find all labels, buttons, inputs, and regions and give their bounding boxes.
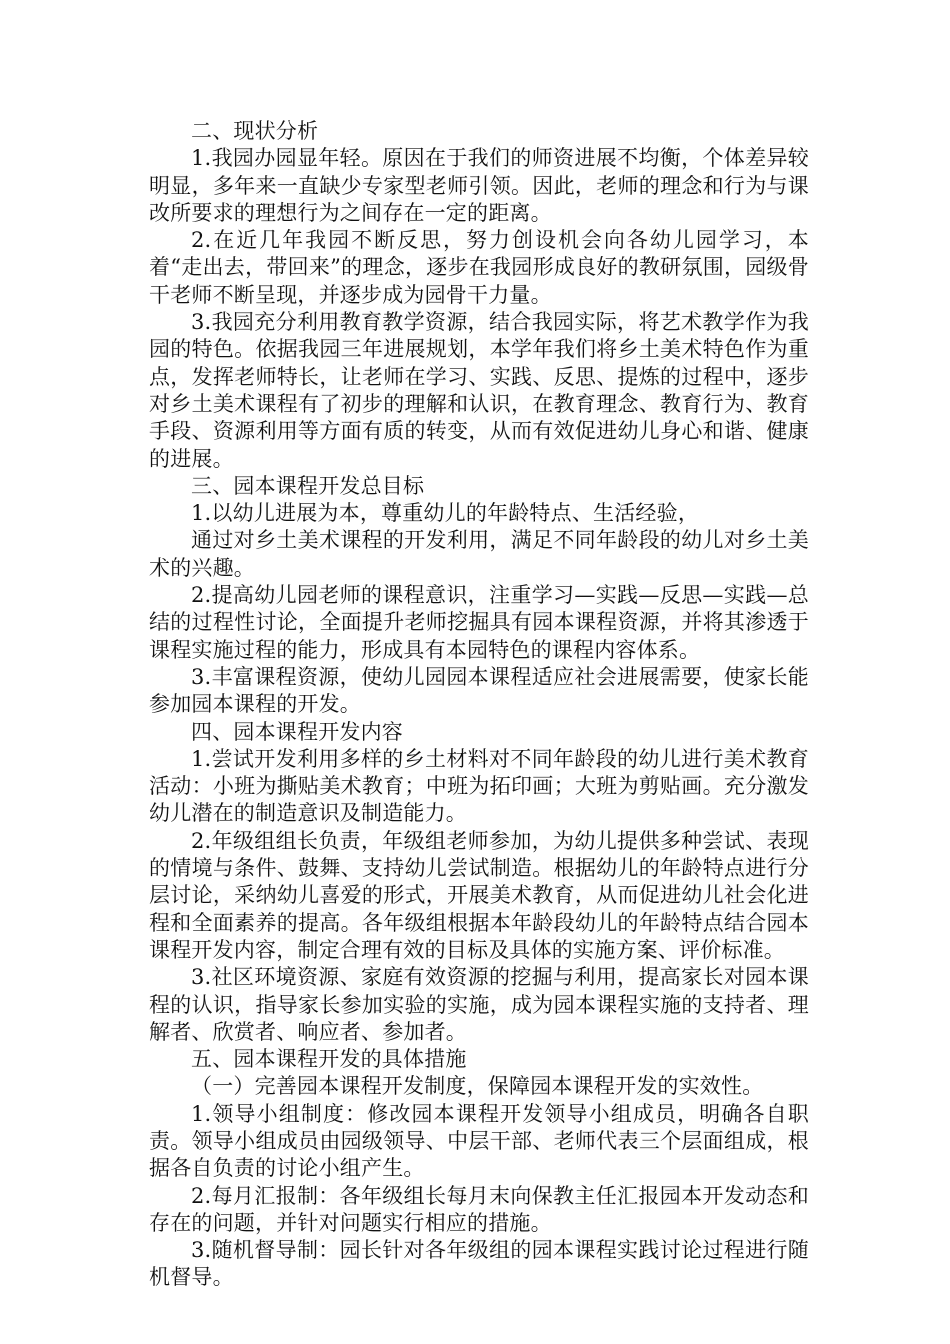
- paragraph: 2.每月汇报制：各年级组长每月末向保教主任汇报园本开发动态和存在的问题，并针对问题实行相应的措施。: [149, 1183, 809, 1235]
- paragraph: 通过对乡土美术课程的开发利用，满足不同年龄段的幼儿对乡土美术的兴趣。: [149, 528, 809, 580]
- paragraph: 1.以幼儿进展为本，尊重幼儿的年龄特点、生活经验，: [191, 501, 700, 526]
- paragraph: 2.年级组组长负责，年级组老师参加，为幼儿提供多种尝试、表现的情境与条件、鼓舞、支持幼儿尝试制造。根据幼儿的年龄特点进行分层讨论，采纳幼儿喜爱的形式，开展美术教育，从而促进幼儿社会化进程和全面素养的提高。各年级组根据本年龄段幼儿的年龄特点结合园本课程开发内容，制定合理有效的目标及具体的实施方案、评价标准。: [149, 828, 809, 962]
- section-heading-2: 二、现状分析: [191, 119, 319, 143]
- section-heading-4: 四、园本课程开发内容: [191, 719, 403, 744]
- paragraph: 1.领导小组制度：修改园本课程开发领导小组成员，明确各自职责。领导小组成员由园级领导、中层干部、老师代表三个层面组成，根据各自负责的讨论小组产生。: [149, 1101, 809, 1181]
- paragraph: 3.社区环境资源、家庭有效资源的挖掘与利用，提高家长对园本课程的认识，指导家长参加实验的实施，成为园本课程实施的支持者、理解者、欣赏者、响应者、参加者。: [149, 965, 809, 1044]
- paragraph: 3.丰富课程资源，使幼儿园园本课程适应社会进展需要，使家长能参加园本课程的开发。: [149, 664, 809, 717]
- document-body: [149, 118, 809, 1292]
- subsection-heading: （一）完善园本课程开发制度，保障园本课程开发的实效性。: [191, 1074, 764, 1099]
- section-heading-5: 五、园本课程开发的具体措施: [191, 1047, 467, 1072]
- section-heading-3: 三、园本课程开发总目标: [191, 473, 425, 498]
- paragraph: 3.我园充分利用教育教学资源，结合我园实际，将艺术教学作为我园的特色。依据我园三年进展规划，本学年我们将乡土美术特色作为重点，发挥老师特长，让老师在学习、实践、反思、提炼的过程中，逐步对乡土美术课程有了初步的理解和认识，在教育理念、教育行为、教育手段、资源利用等方面有质的转变，从而有效促进幼儿身心和谐、健康的进展。: [149, 310, 809, 471]
- paragraph: 1.尝试开发利用多样的乡土材料对不同年龄段的幼儿进行美术教育活动：小班为撕贴美术教育；中班为拓印画；大班为剪贴画。充分激发幼儿潜在的制造意识及制造能力。: [149, 746, 809, 826]
- paragraph: 1.我园办园显年轻。原因在于我们的师资进展不均衡，个体差异较明显，多年来一直缺少专家型老师引领。因此，老师的理念和行为与课改所要求的理想行为之间存在一定的距离。: [149, 146, 809, 225]
- paragraph: 2.提高幼儿园老师的课程意识，注重学习—实践—反思—实践—总结的过程性讨论，全面提升老师挖掘具有园本课程资源，并将其渗透于课程实施过程的能力，形成具有本园特色的课程内容体系。: [149, 583, 809, 662]
- paragraph: 3.随机督导制：园长针对各年级组的园本课程实践讨论过程进行随机督导。: [149, 1238, 809, 1290]
- paragraph: 2.在近几年我园不断反思，努力创设机会向各幼儿园学习，本着“走出去，带回来”的理念，逐步在我园形成良好的教研氛围，园级骨干老师不断呈现，并逐步成为园骨干力量。: [149, 228, 809, 307]
